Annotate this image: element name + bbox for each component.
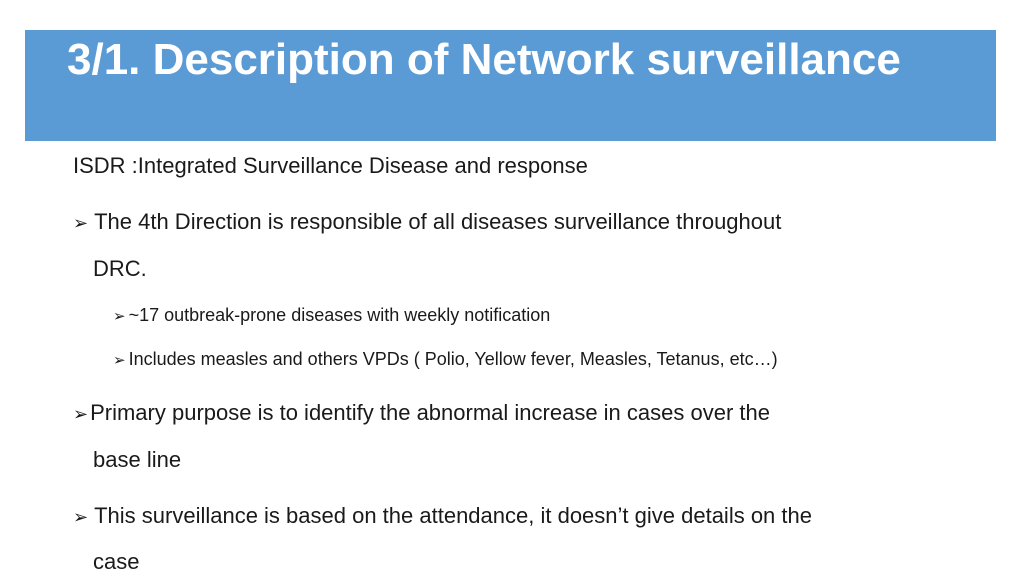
bullet-3: [73, 503, 812, 529]
title-bar: [25, 30, 996, 141]
arrow-bullet-icon: ➢: [73, 213, 89, 234]
bullet-2: [73, 400, 770, 426]
sub-bullet-2-text: Includes measles and others VPDs ( Polio, Yellow fever, Measles, Tetanus, etc…): [128, 349, 778, 369]
arrow-bullet-icon: ➢: [73, 404, 89, 425]
bullet-3-line-2: case: [93, 549, 140, 574]
sub-bullet-2: [113, 349, 778, 370]
arrow-bullet-icon: ➢: [113, 307, 126, 325]
sub-bullet-1-text: ~17 outbreak-prone diseases with weekly notification: [128, 305, 551, 325]
arrow-bullet-icon: ➢: [113, 351, 126, 369]
bullet-1: [73, 209, 781, 235]
bullet-2-line-1: Primary purpose is to identify the abnormal increase in cases over the: [90, 400, 770, 425]
arrow-bullet-icon: ➢: [73, 507, 89, 528]
sub-bullet-1: [113, 305, 550, 326]
bullet-3-line-1: This surveillance is based on the attendance, it doesn’t give details on the: [94, 503, 812, 528]
intro-text: ISDR :Integrated Surveillance Disease and response: [73, 153, 588, 178]
bullet-2-line-2: base line: [93, 447, 182, 472]
bullet-1-line-2: DRC.: [93, 256, 147, 281]
bullet-1-line-1: The 4th Direction is responsible of all diseases surveillance throughout: [94, 209, 782, 234]
slide-title: 3/1. Description of Network surveillance: [67, 35, 901, 84]
